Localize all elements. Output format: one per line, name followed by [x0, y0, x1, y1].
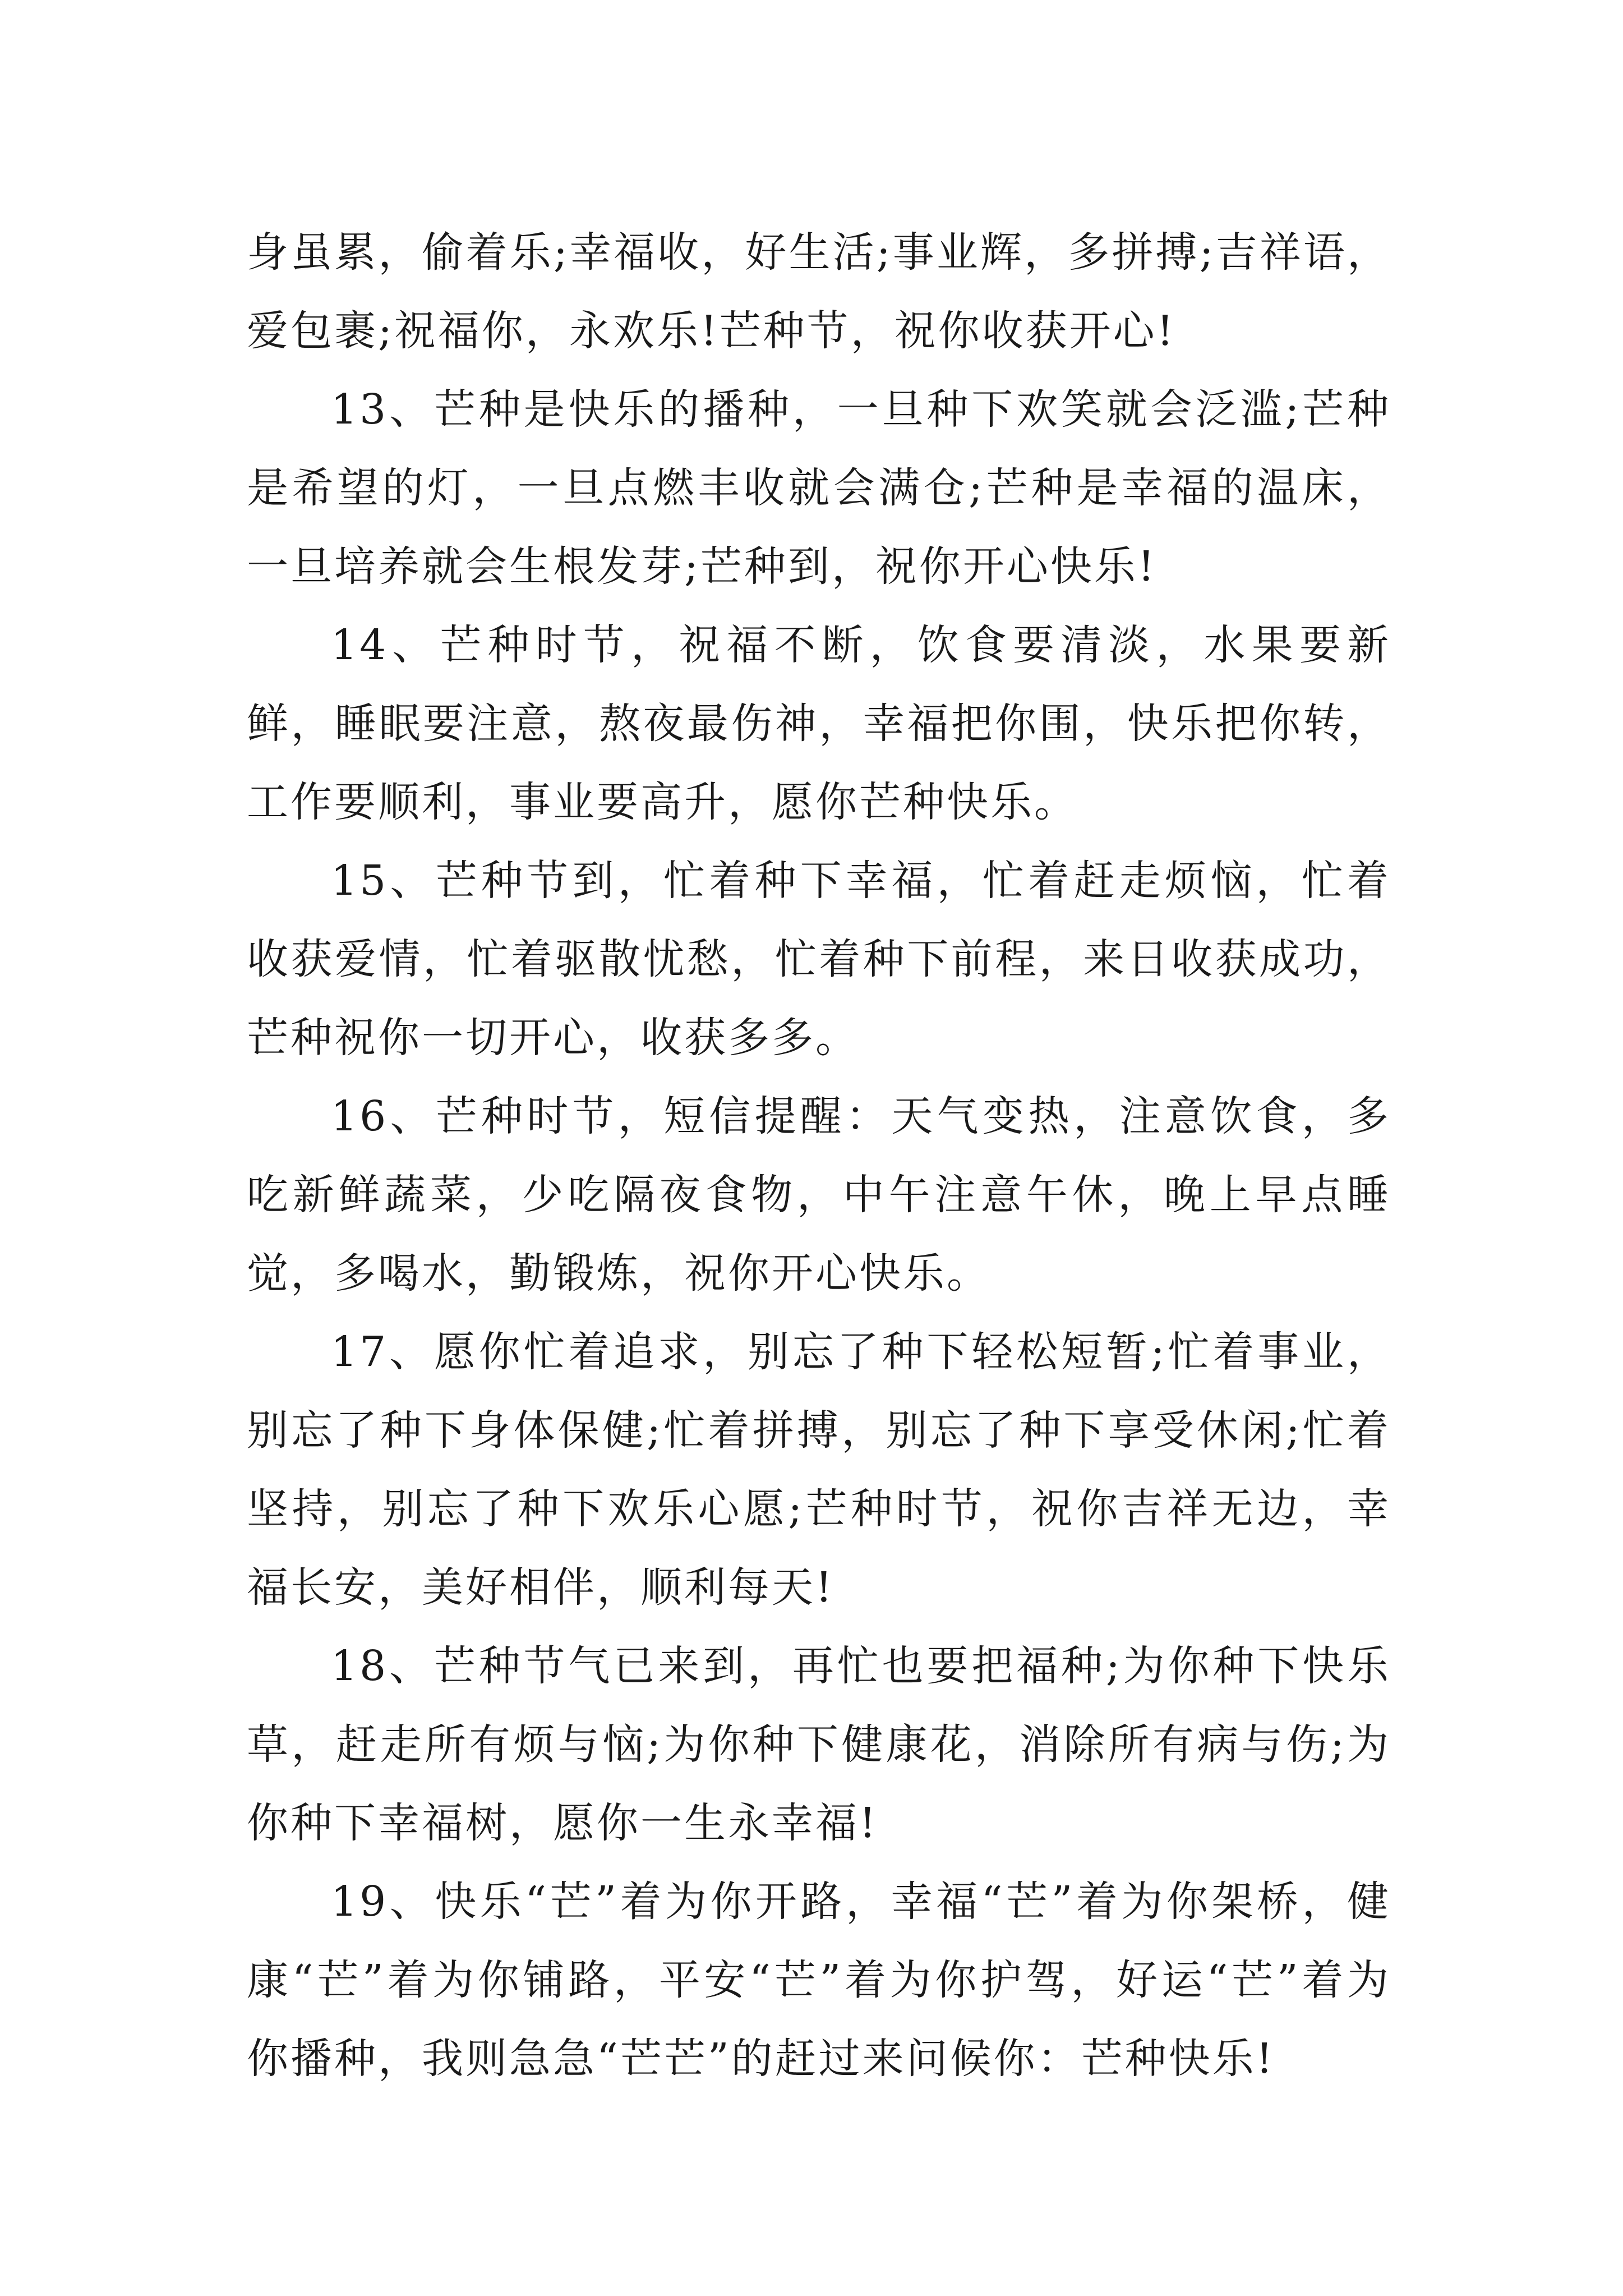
- paragraph-17: 17、愿你忙着追求，别忘了种下轻松短暂;忙着事业，别忘了种下身体保健;忙着拼搏，别忘了种下享受休闲;忙着坚持，别忘了种下欢乐心愿;芒种时节，祝你吉祥无边，幸福长安，美好相伴，顺利每天!: [247, 1328, 1391, 1612]
- paragraph-15: 15、芒种节到，忙着种下幸福，忙着赶走烦恼，忙着收获爱情，忙着驱散忧愁，忙着种下前程，来日收获成功，芒种祝你一切开心，收获多多。: [247, 857, 1391, 1062]
- document-body: [247, 213, 1391, 2098]
- paragraph-16: 16、芒种时节，短信提醒：天气变热，注意饮食，多吃新鲜蔬菜，少吃隔夜食物，中午注意午休，晚上早点睡觉，多喝水，勤锻炼，祝你开心快乐。: [247, 1092, 1391, 1297]
- paragraph-18: 18、芒种节气已来到，再忙也要把福种;为你种下快乐草，赶走所有烦与恼;为你种下健康花，消除所有病与伤;为你种下幸福树，愿你一生永幸福!: [247, 1642, 1391, 1847]
- paragraph-14: 14、芒种时节，祝福不断，饮食要清淡，水果要新鲜，睡眠要注意，熬夜最伤神，幸福把你围，快乐把你转，工作要顺利，事业要高升，愿你芒种快乐。: [247, 621, 1391, 826]
- paragraph-19: 19、快乐“芒”着为你开路，幸福“芒”着为你架桥，健康“芒”着为你铺路，平安“芒”着为你护驾，好运“芒”着为你播种，我则急急“芒芒”的赶过来问候你：芒种快乐!: [247, 1878, 1391, 2083]
- paragraph-continuation: 身虽累，偷着乐;幸福收，好生活;事业辉，多拼搏;吉祥语，爱包裹;祝福你，永欢乐!芒种节，祝你收获开心!: [247, 228, 1391, 355]
- paragraph-13: 13、芒种是快乐的播种，一旦种下欢笑就会泛滥;芒种是希望的灯，一旦点燃丰收就会满仓;芒种是幸福的温床，一旦培养就会生根发芽;芒种到，祝你开心快乐!: [247, 385, 1391, 591]
